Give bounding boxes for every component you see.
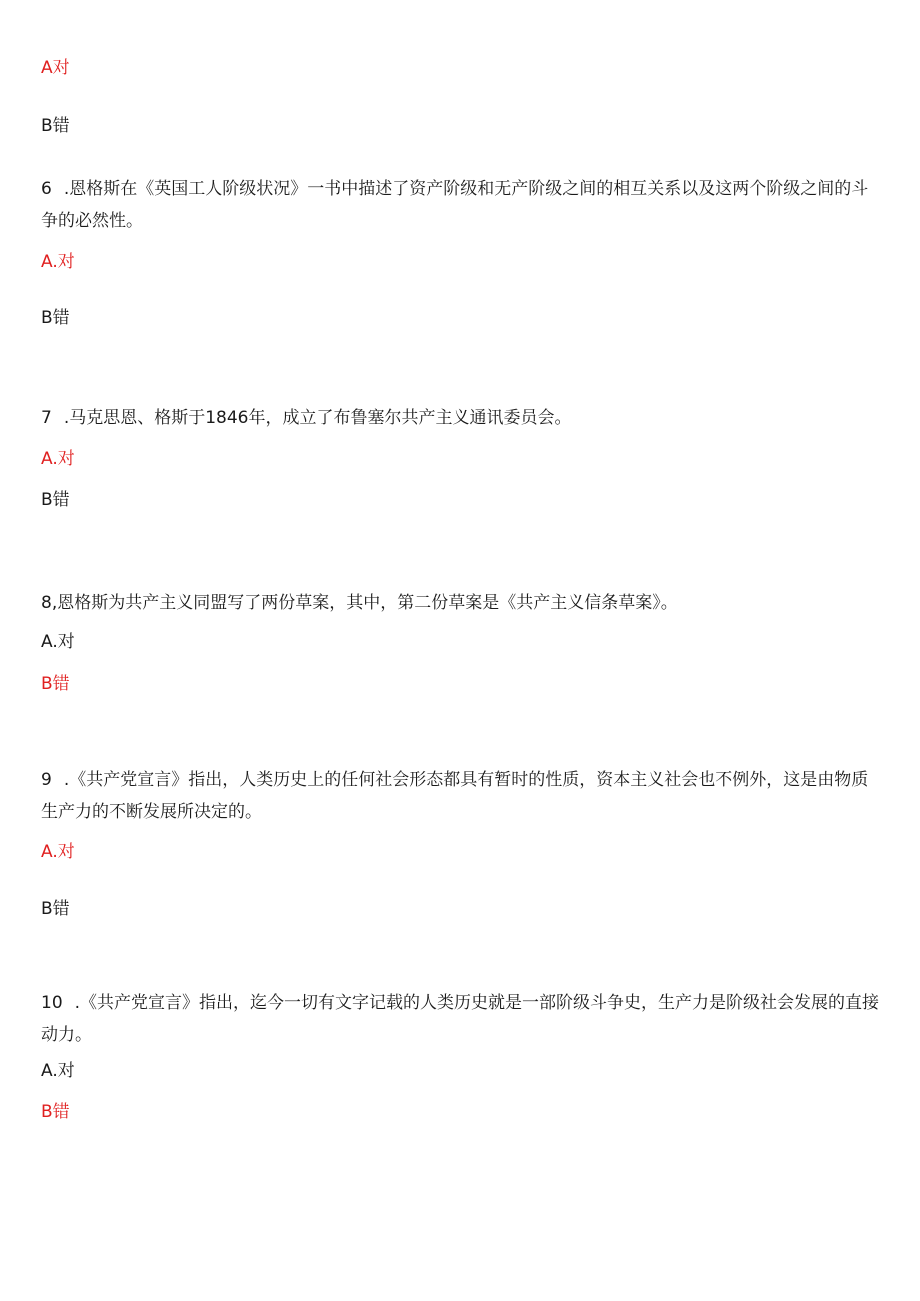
question-number: 6 bbox=[41, 179, 52, 199]
option-a: A对 bbox=[41, 58, 70, 78]
question-number: 8, bbox=[41, 593, 58, 613]
question-number: 7 bbox=[41, 408, 52, 428]
question-body: .《共产党宣言》指出，人类历史上的任何社会形态都具有暂时的性质，资本主义社会也不例外，这是由物质生产力的不断发展所决定的。 bbox=[41, 770, 869, 822]
option-a: A.对 bbox=[41, 1061, 75, 1081]
option-b: B错 bbox=[41, 116, 70, 136]
question-body: .马克思恩、格斯于1846年，成立了布鲁塞尔共产主义通讯委员会。 bbox=[63, 408, 572, 428]
option-a: A.对 bbox=[41, 842, 75, 862]
option-a: A.对 bbox=[41, 252, 75, 272]
question-text bbox=[41, 587, 883, 619]
question-number: 9 bbox=[41, 770, 52, 790]
question-number: 10 bbox=[41, 993, 63, 1013]
option-b: B错 bbox=[41, 1102, 70, 1122]
question-text bbox=[41, 402, 883, 434]
option-a: A.对 bbox=[41, 632, 75, 652]
question-body: 恩格斯为共产主义同盟写了两份草案，其中，第二份草案是《共产主义信条草案》。 bbox=[57, 593, 678, 613]
option-b: B错 bbox=[41, 490, 70, 510]
option-a: A.对 bbox=[41, 449, 75, 469]
question-body: .《共产党宣言》指出，迄今一切有文字记载的人类历史就是一部阶级斗争史，生产力是阶级社会发展的直接动力。 bbox=[41, 993, 880, 1045]
question-text bbox=[41, 173, 883, 237]
question-body: .恩格斯在《英国工人阶级状况》一书中描述了资产阶级和无产阶级之间的相互关系以及这两个阶级之间的斗争的必然性。 bbox=[41, 179, 869, 231]
question-text bbox=[41, 987, 883, 1051]
option-b: B错 bbox=[41, 674, 70, 694]
option-b: B错 bbox=[41, 899, 70, 919]
question-text bbox=[41, 764, 883, 828]
option-b: B错 bbox=[41, 308, 70, 328]
